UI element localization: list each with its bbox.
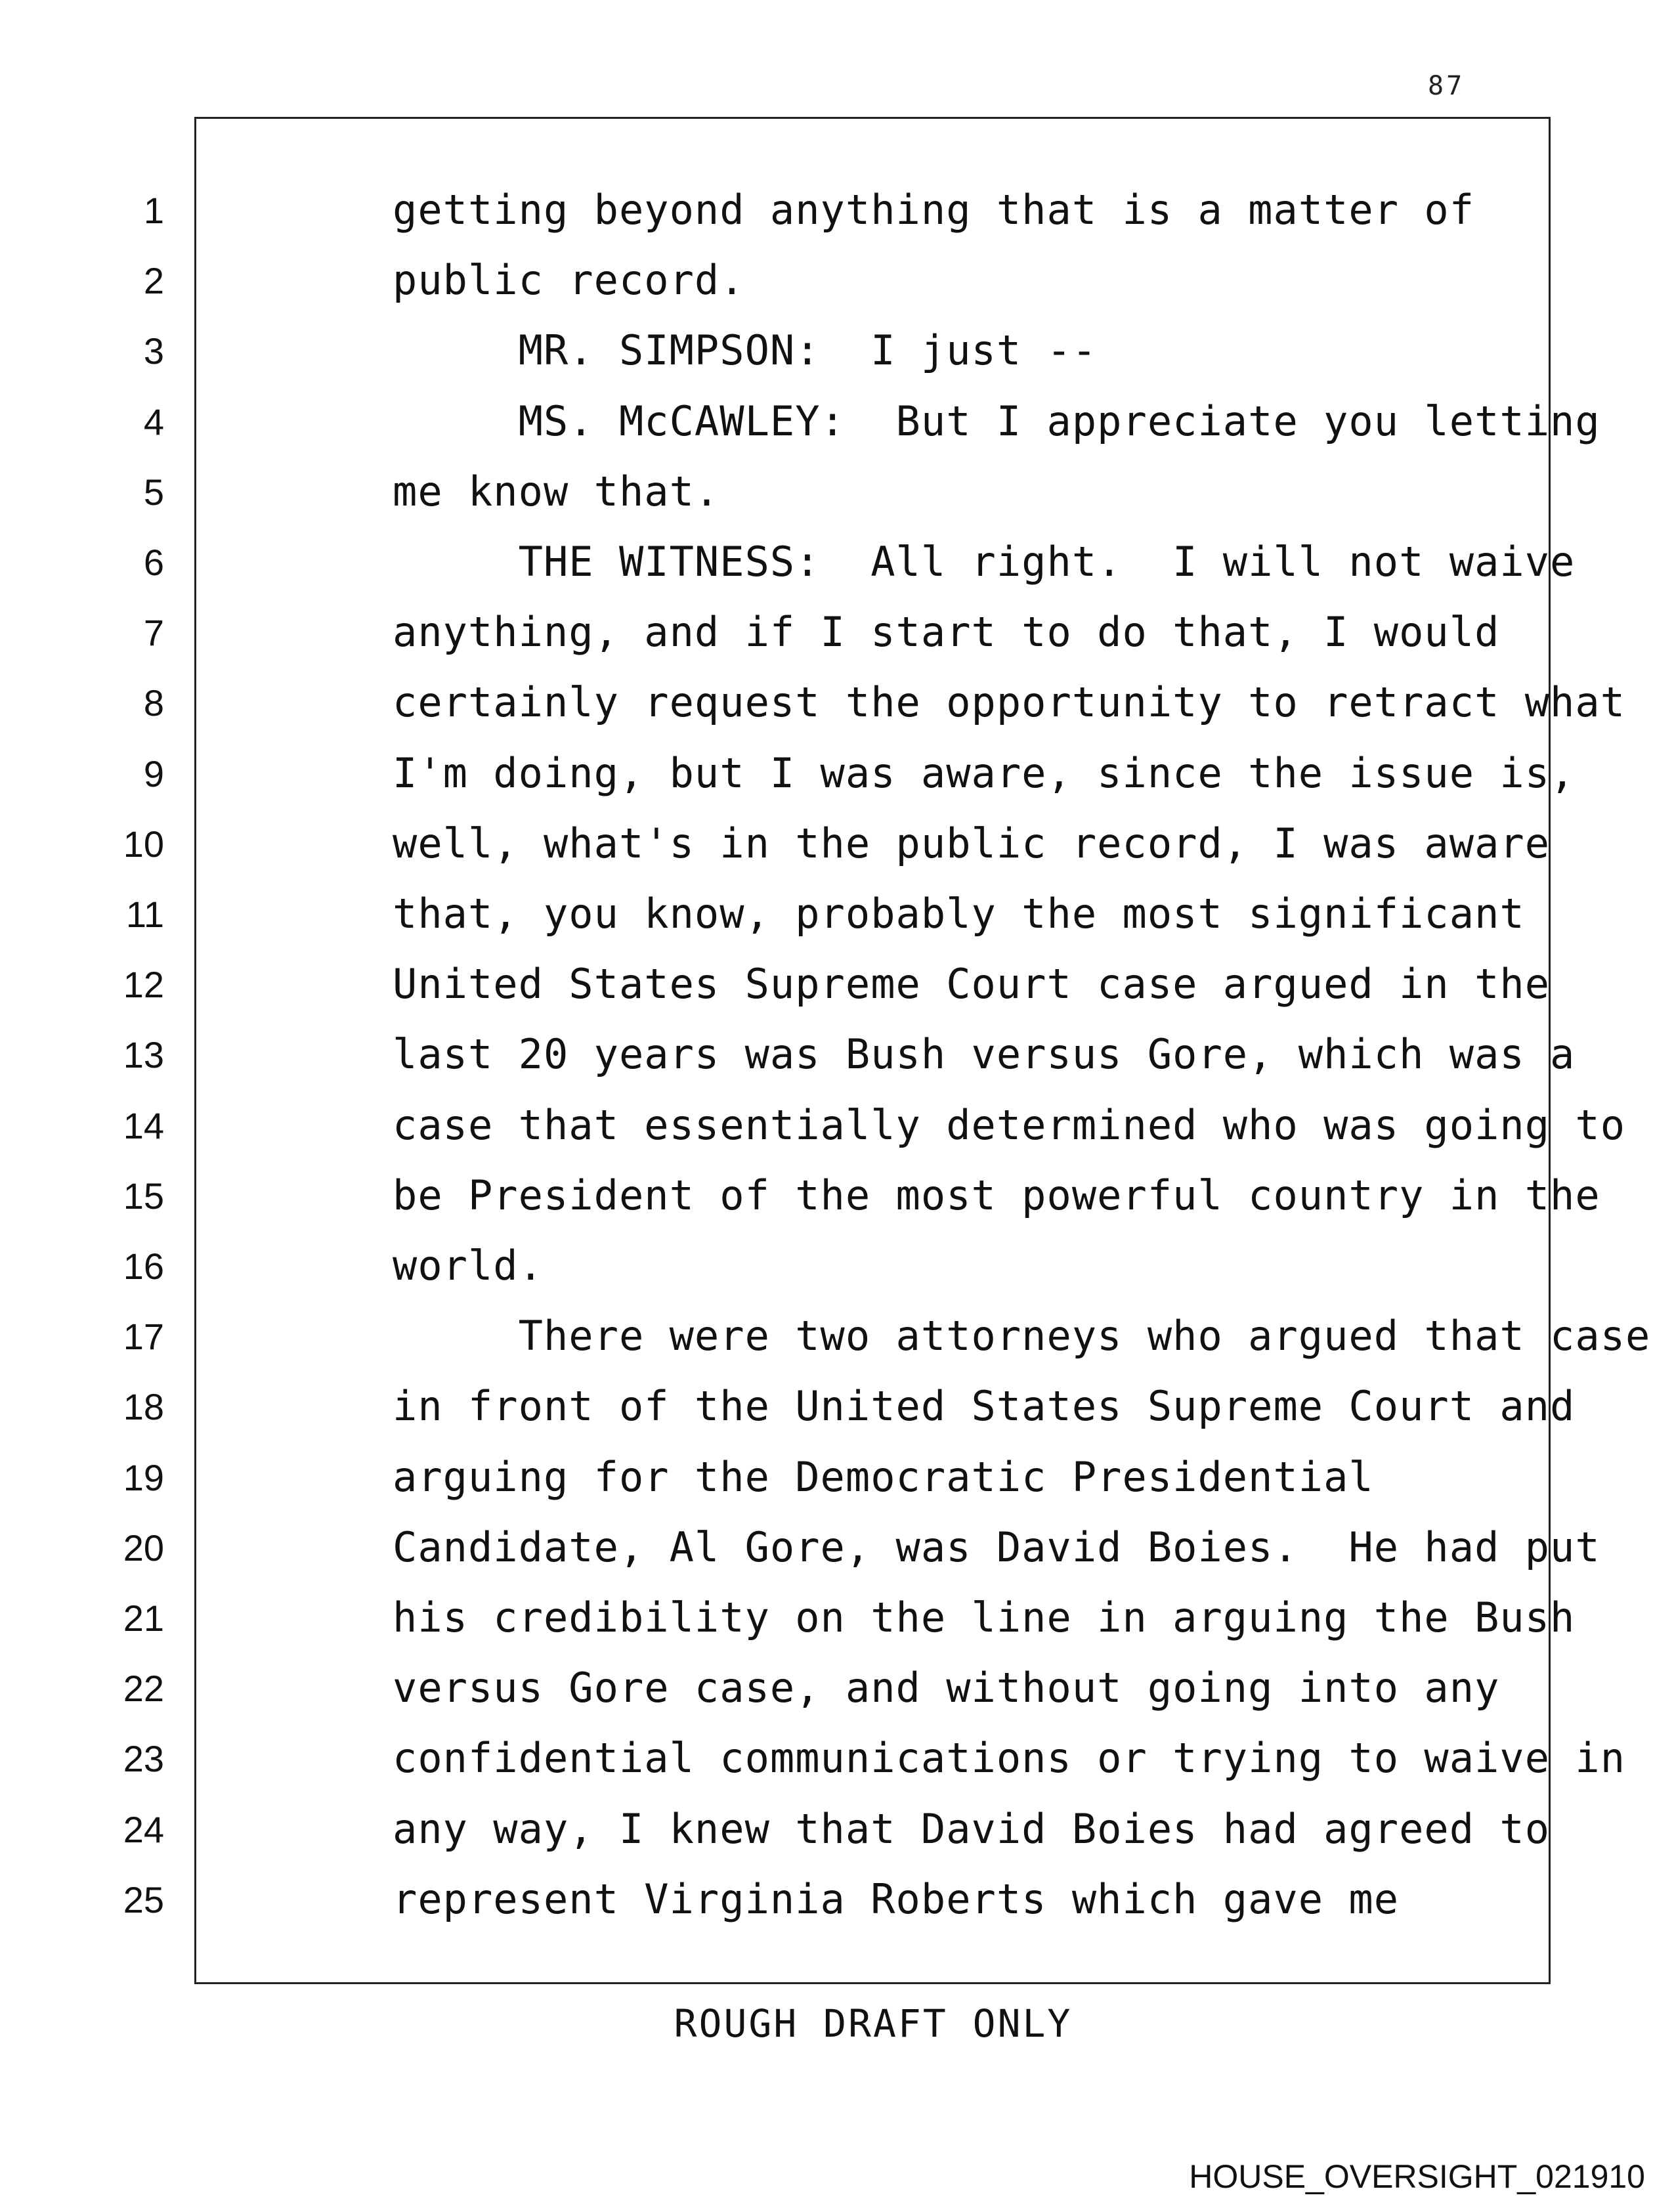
page-number: 87 [1428,71,1465,101]
line-number: 15 [123,1175,164,1217]
line-number: 13 [123,1034,164,1076]
line-number: 1 [143,190,164,231]
transcript-line: well, what's in the public record, I was aware [393,819,1551,867]
line-number: 2 [143,260,164,302]
line-number: 18 [123,1386,164,1428]
bates-number: HOUSE_OVERSIGHT_021910 [1189,2158,1645,2195]
transcript-line: certainly request the opportunity to retract what [393,678,1626,727]
transcript-line: getting beyond anything that is a matter of [393,186,1475,234]
line-number: 6 [143,542,164,583]
transcript-line: his credibility on the line in arguing the Bush [393,1594,1576,1641]
line-number: 14 [123,1104,164,1146]
transcript-line: United States Supreme Court case argued in the [393,960,1551,1008]
transcript-line: I'm doing, but I was aware, since the issue is, [393,748,1576,797]
transcript-line: in front of the United States Supreme Court and [393,1382,1576,1431]
line-number: 8 [143,682,164,724]
transcript-line: There were two attorneys who argued that case [393,1312,1651,1360]
line-number: 3 [143,330,164,372]
transcript-line: Candidate, Al Gore, was David Boies. He had put [393,1523,1600,1571]
transcript-line: arguing for the Democratic Presidential [393,1452,1374,1501]
transcript-line: versus Gore case, and without going into any [393,1664,1500,1712]
transcript-line: MR. SIMPSON: I just -- [393,326,1098,375]
transcript-line: me know that. [393,467,720,515]
line-number: 11 [125,894,164,935]
transcript-line: MS. McCAWLEY: But I appreciate you letting [393,397,1600,445]
line-number: 16 [123,1246,164,1287]
transcript-line: last 20 years was Bush versus Gore, which was a [393,1030,1576,1079]
line-number: 24 [123,1808,164,1850]
transcript-line: world. [393,1242,544,1290]
line-number: 9 [143,752,164,794]
line-number: 25 [123,1878,164,1920]
rough-draft-footer: ROUGH DRAFT ONLY [674,2001,1073,2046]
transcript-line: that, you know, probably the most significant [393,890,1525,938]
line-number: 23 [123,1738,164,1780]
line-number: 22 [123,1668,164,1710]
line-number: 19 [123,1456,164,1498]
line-number: 17 [123,1316,164,1358]
transcript-line: THE WITNESS: All right. I will not waive [393,538,1576,586]
transcript-line: represent Virginia Roberts which gave me [393,1875,1400,1923]
transcript-line: case that essentially determined who was going to [393,1100,1626,1149]
line-number: 4 [143,401,164,443]
line-number: 20 [123,1527,164,1569]
transcript-line: be President of the most powerful country in the [393,1171,1600,1219]
line-number: 10 [123,823,164,865]
transcript-line: public record. [393,256,745,305]
transcript-line: confidential communications or trying to waive in [393,1734,1626,1783]
line-number: 21 [123,1597,164,1639]
line-number: 12 [123,964,164,1006]
line-number: 5 [143,471,164,513]
transcript-line: any way, I knew that David Boies had agreed to [393,1804,1551,1853]
transcript-line: anything, and if I start to do that, I would [393,608,1500,657]
line-number: 7 [143,612,164,654]
